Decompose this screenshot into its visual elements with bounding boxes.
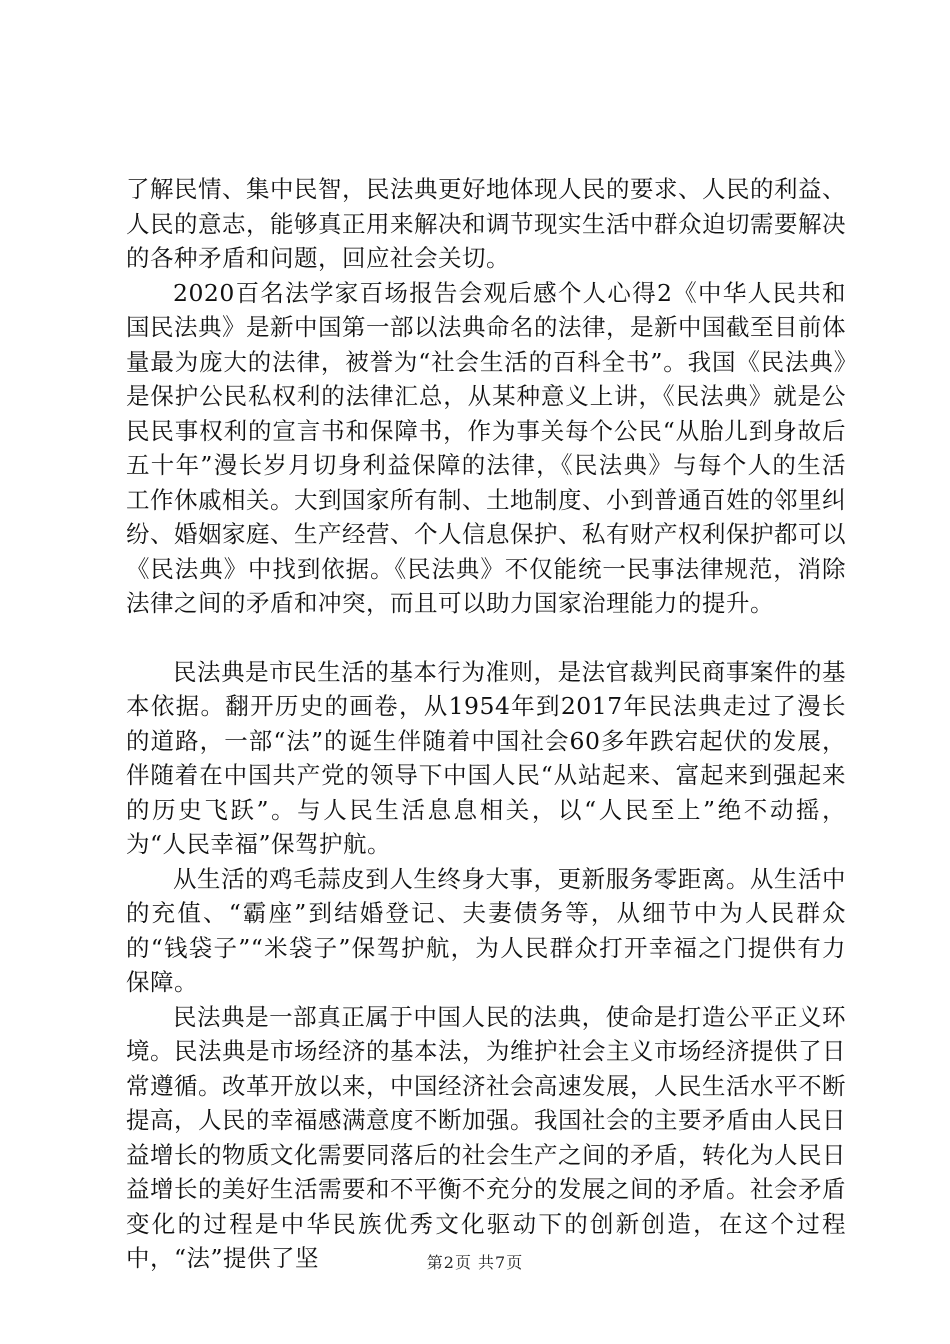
paragraph: 从生活的鸡毛蒜皮到人生终身大事，更新服务零距离。从生活中的充值、“霸座”到结婚登记、夫妻债务等，从细节中为人民群众的“钱袋子”“米袋子”保驾护航，为人民群众打开幸福之门提供有力保障。 — [126, 864, 846, 996]
paragraph: 民法典是市民生活的基本行为准则，是法官裁判民商事案件的基本依据。翻开历史的画卷，从1954年到2017年民法典走过了漫长的道路，一部“法”的诞生伴随着中国社会60多年跌宕起伏的发展，伴随着在中国共产党的领导下中国人民“从站起来、富起来到强起来的历史飞跃”。与人民生活息息相关，以“人民至上”绝不动摇，为“人民幸福”保驾护航。 — [126, 657, 846, 858]
document-body — [126, 172, 846, 1276]
paragraph: 民法典是一部真正属于中国人民的法典，使命是打造公平正义环境。民法典是市场经济的基本法，为维护社会主义市场经济提供了日常遵循。改革开放以来，中国经济社会高速发展，人民生活水平不断提高，人民的幸福感满意度不断加强。我国社会的主要矛盾由人民日益增长的物质文化需要同落后的社会生产之间的矛盾，转化为人民日益增长的美好生活需要和不平衡不充分的发展之间的矛盾。社会矛盾变化的过程是中华民族优秀文化驱动下的创新创造，在这个过程中，“法”提供了坚 — [126, 1002, 846, 1272]
page-footer: 第2页 共7页 — [426, 1253, 524, 1272]
paragraph-continuation: 了解民情、集中民智，民法典更好地体现人民的要求、人民的利益、人民的意志，能够真正用来解决和调节现实生活中群众迫切需要解决的各种矛盾和问题，回应社会关切。 — [126, 175, 846, 272]
paragraph: 2020百名法学家百场报告会观后感个人心得2《中华人民共和国民法典》是新中国第一部以法典命名的法律，是新中国截至目前体量最为庞大的法律，被誉为“社会生活的百科全书”。我国《民法典》是保护公民私权利的法律汇总，从某种意义上讲，《民法典》就是公民民事权利的宣言书和保障书，作为事关每个公民“从胎儿到身故后五十年”漫长岁月切身利益保障的法律，《民法典》与每个人的生活工作休戚相关。大到国家所有制、土地制度、小到普通百姓的邻里纠纷、婚姻家庭、生产经营、个人信息保护、私有财产权利保护都可以《民法典》中找到依据。《民法典》不仅能统一民事法律规范，消除法律之间的矛盾和冲突，而且可以助力国家治理能力的提升。 — [126, 278, 846, 617]
